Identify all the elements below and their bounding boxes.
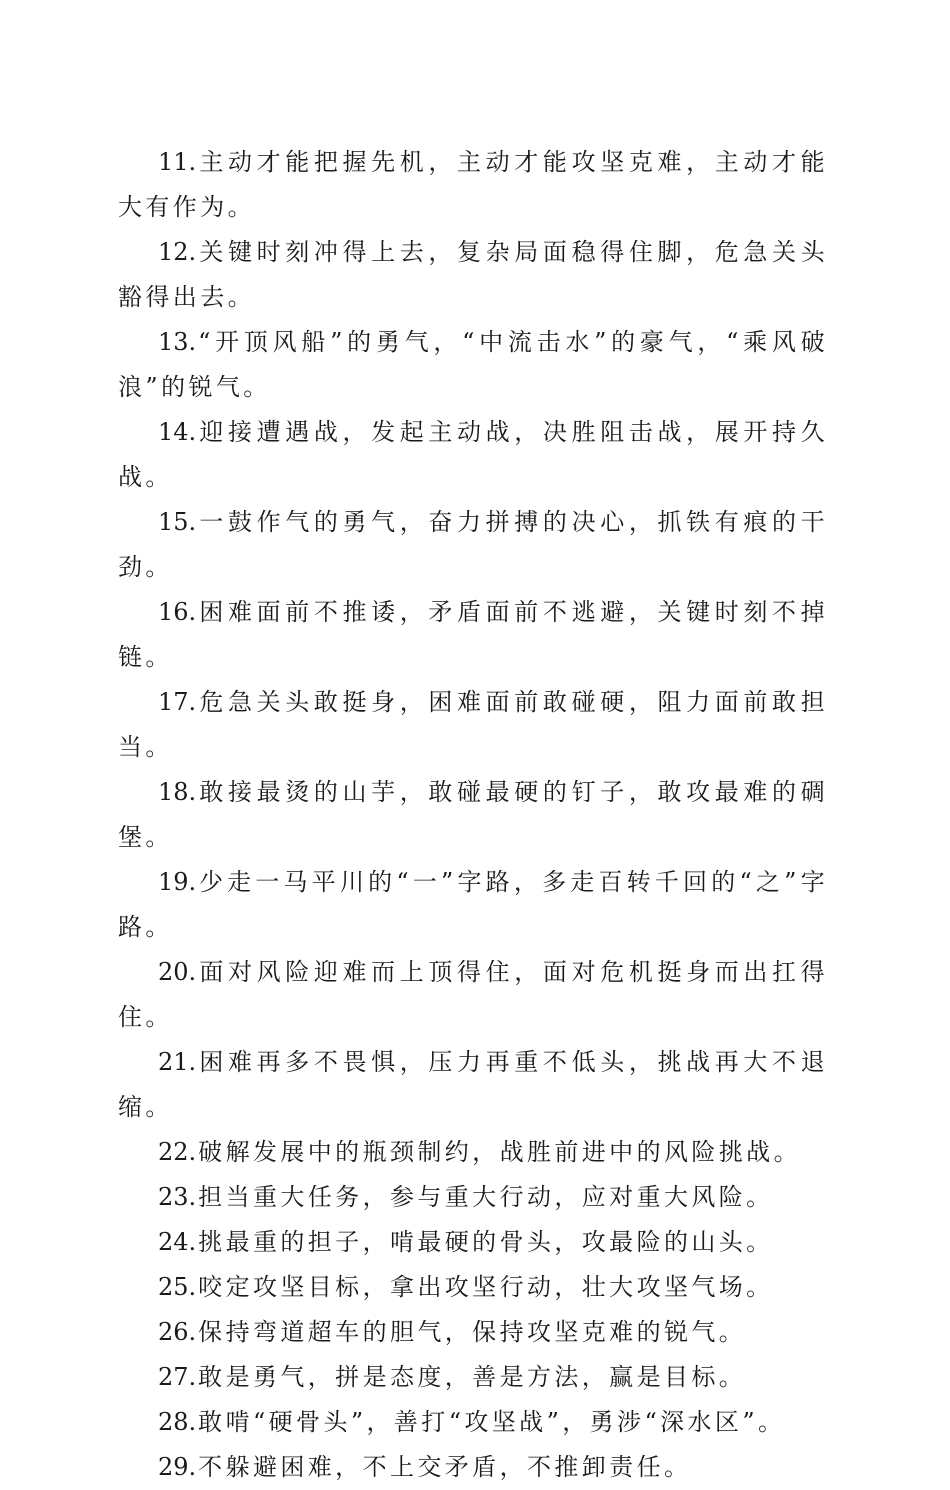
item-number: 23. [158, 1183, 197, 1211]
item-number: 15. [158, 508, 197, 536]
list-item [118, 1175, 828, 1220]
item-number: 28. [158, 1408, 197, 1436]
list-item [118, 140, 828, 230]
list-item [118, 230, 828, 320]
list-item [118, 410, 828, 500]
item-number: 26. [158, 1318, 197, 1346]
list-item [118, 1265, 828, 1310]
item-text: 不躲避困难，不上交矛盾，不推卸责任。 [198, 1453, 692, 1481]
item-text: 挑最重的担子，啃最硬的骨头，攻最险的山头。 [198, 1228, 774, 1256]
item-number: 17. [158, 688, 197, 716]
item-text: 困难面前不推诿，矛盾面前不逃避，关键时刻不掉链。 [118, 598, 828, 671]
item-number: 24. [158, 1228, 197, 1256]
list-item [118, 1310, 828, 1355]
list-item [118, 950, 828, 1040]
item-text: 担当重大任务，参与重大行动，应对重大风险。 [198, 1183, 774, 1211]
list-item [118, 590, 828, 680]
item-number: 20. [158, 958, 197, 986]
item-text: “开顶风船”的勇气，“中流击水”的豪气，“乘风破浪”的锐气。 [118, 328, 828, 401]
item-text: 面对风险迎难而上顶得住，面对危机挺身而出扛得住。 [118, 958, 828, 1031]
item-text: 咬定攻坚目标，拿出攻坚行动，壮大攻坚气场。 [198, 1273, 774, 1301]
list-item [118, 1445, 828, 1490]
item-number: 14. [158, 418, 197, 446]
item-text: 一鼓作气的勇气，奋力拼搏的决心，抓铁有痕的干劲。 [118, 508, 828, 581]
list-item [118, 1220, 828, 1265]
list-item [118, 770, 828, 860]
item-number: 27. [158, 1363, 197, 1391]
item-number: 11. [158, 148, 197, 176]
list-item [118, 320, 828, 410]
item-text: 迎接遭遇战，发起主动战，决胜阻击战，展开持久战。 [118, 418, 828, 491]
list-item [118, 1400, 828, 1445]
item-number: 22. [158, 1138, 197, 1166]
item-number: 29. [158, 1453, 197, 1481]
list-item [118, 1040, 828, 1130]
list-item [118, 1130, 828, 1175]
item-text: 保持弯道超车的胆气，保持攻坚克难的锐气。 [198, 1318, 747, 1346]
item-number: 16. [158, 598, 197, 626]
list-item [118, 680, 828, 770]
item-list [118, 140, 828, 1490]
item-number: 18. [158, 778, 197, 806]
item-number: 25. [158, 1273, 197, 1301]
item-text: 少走一马平川的“一”字路，多走百转千回的“之”字路。 [118, 868, 828, 941]
item-text: 破解发展中的瓶颈制约，战胜前进中的风险挑战。 [198, 1138, 801, 1166]
item-number: 12. [158, 238, 197, 266]
item-number: 21. [158, 1048, 197, 1076]
list-item [118, 500, 828, 590]
item-text: 主动才能把握先机，主动才能攻坚克难，主动才能大有作为。 [118, 148, 828, 221]
item-text: 敢接最烫的山芋，敢碰最硬的钉子，敢攻最难的碉堡。 [118, 778, 828, 851]
item-number: 19. [158, 868, 197, 896]
item-text: 关键时刻冲得上去，复杂局面稳得住脚，危急关头豁得出去。 [118, 238, 828, 311]
item-text: 困难再多不畏惧，压力再重不低头，挑战再大不退缩。 [118, 1048, 828, 1121]
item-number: 13. [158, 328, 197, 356]
list-item [118, 860, 828, 950]
list-item [118, 1355, 828, 1400]
item-text: 敢啃“硬骨头”，善打“攻坚战”，勇涉“深水区”。 [198, 1408, 786, 1436]
item-text: 敢是勇气，拼是态度，善是方法，赢是目标。 [198, 1363, 747, 1391]
item-text: 危急关头敢挺身，困难面前敢碰硬，阻力面前敢担当。 [118, 688, 828, 761]
